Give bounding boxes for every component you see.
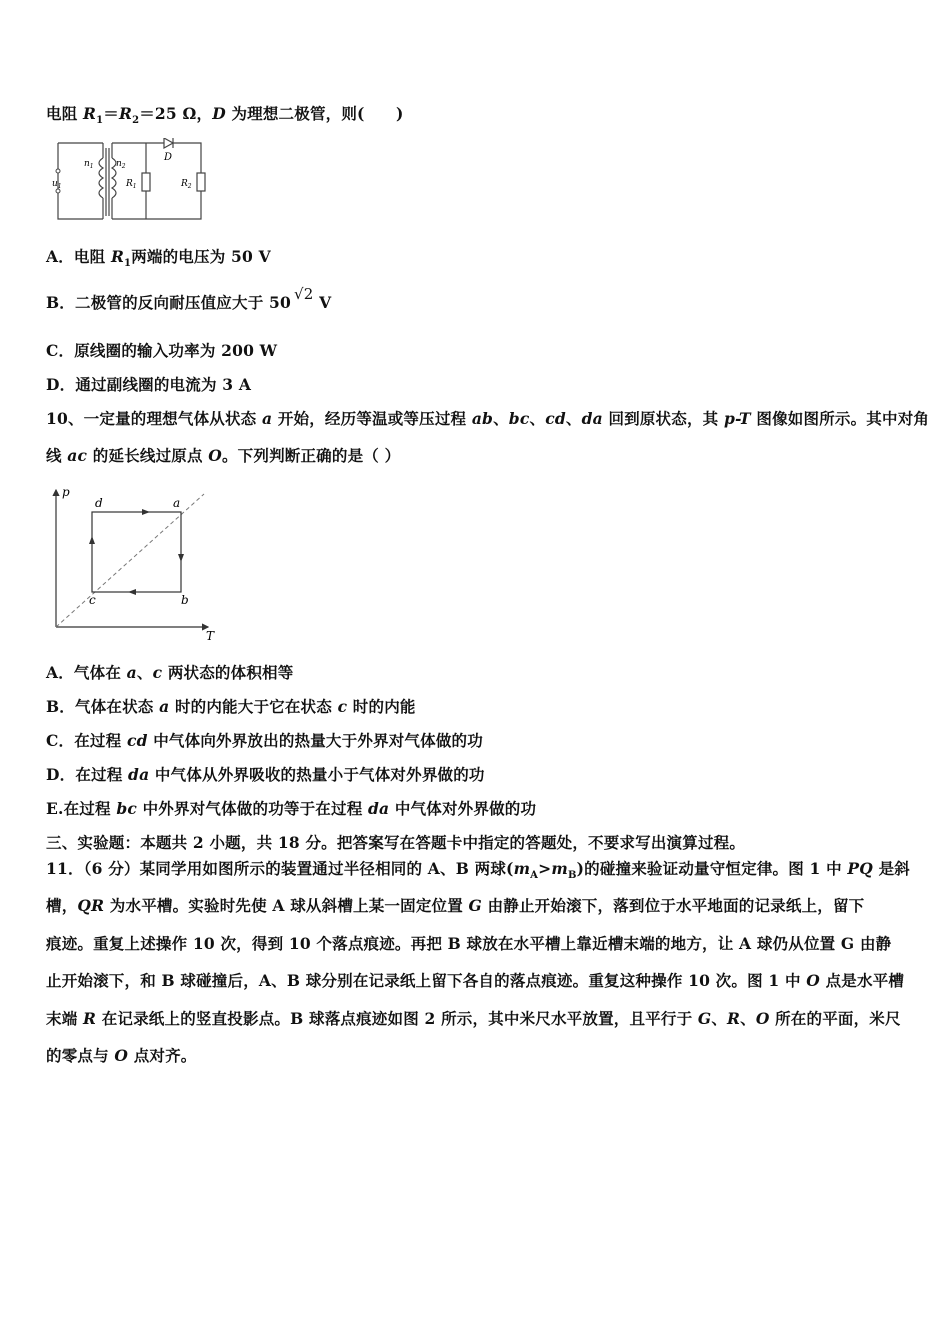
q10-option-b — [46, 695, 416, 717]
text: 槽， — [46, 896, 78, 915]
var: O — [806, 971, 820, 990]
label-r1: R — [126, 179, 133, 189]
text: 11．（6 分）某同学用如图所示的装置通过半径相同的 A、B 两球( — [46, 859, 514, 878]
arrow-bc — [128, 589, 136, 595]
text: )的碰撞来验证动量守恒定律。图 1 中 — [576, 859, 848, 878]
sub: 1 — [96, 115, 104, 127]
var: a — [261, 409, 273, 428]
text: 两状态的体积相等 — [162, 663, 294, 682]
svg-text:u1 — [52, 179, 62, 190]
text: 中外界对气体做的功等于在过程 — [137, 799, 368, 818]
label-t: T — [206, 629, 215, 643]
var: O — [755, 1009, 770, 1028]
var: p-T — [723, 409, 751, 428]
label-n1: n — [84, 159, 90, 169]
text: 、 — [711, 1009, 728, 1028]
var-r1: R — [83, 104, 97, 123]
text: 所在的平面，米尺 — [769, 1009, 901, 1028]
text: V — [313, 293, 332, 312]
label-d: D — [164, 152, 173, 163]
var-r2: R — [118, 104, 133, 123]
text: 为水平槽。实验时先使 A 球从斜槽上某一固定位置 — [104, 896, 469, 915]
text: 时的内能大于它在状态 — [169, 697, 338, 716]
var: a — [159, 697, 170, 716]
var: bc — [508, 409, 530, 428]
var: R — [83, 1009, 97, 1028]
label-d: d — [95, 496, 103, 510]
text: B．二极管的反向耐压值应大于 50 — [46, 293, 291, 312]
var: G — [697, 1009, 712, 1028]
var: m — [551, 859, 568, 878]
text: A．气体在 — [46, 663, 127, 682]
text: 中气体向外界放出的热量大于外界对气体做的功 — [147, 731, 483, 750]
q11-line1 — [46, 857, 910, 881]
q11-line2 — [46, 894, 864, 916]
text: ＝25 Ω， — [139, 104, 213, 123]
sub: 1 — [57, 183, 62, 190]
text: 是斜 — [872, 859, 910, 878]
var: cd — [126, 731, 148, 750]
var: ab — [471, 409, 494, 428]
sub: 1 — [89, 163, 94, 170]
text: E.在过程 — [46, 799, 117, 818]
sub: 2 — [187, 183, 192, 190]
sub: 1 — [124, 258, 132, 270]
q9-option-b — [46, 285, 332, 313]
text: D．在过程 — [46, 765, 129, 784]
text: 止开始滚下，和 B 球碰撞后，A、B 球分别在记录纸上留下各自的落点痕迹。重复这种操作 10 次。图 1 中 — [46, 971, 807, 990]
var: ac — [67, 446, 88, 465]
label-p: p — [62, 485, 70, 499]
text: 的零点与 — [46, 1046, 115, 1065]
sqrt-symbol: √2 — [293, 285, 314, 303]
var: O — [208, 446, 222, 465]
text: 两端的电压为 50 V — [131, 247, 271, 266]
p-t-graph — [46, 482, 226, 644]
text: 图像如图所示。其中对角 — [750, 409, 930, 428]
arrow-cd — [89, 536, 95, 544]
arrow-ab — [178, 554, 184, 562]
text: 时的内能 — [347, 697, 416, 716]
text: 为理想二极管，则( ) — [225, 104, 404, 123]
var-d: D — [212, 104, 226, 123]
var: cd — [545, 409, 566, 428]
text: > — [538, 859, 552, 878]
sub: A — [530, 870, 539, 882]
var: G — [468, 896, 482, 915]
text: 回到原状态，其 — [602, 409, 724, 428]
q11-line3: 痕迹。重复上述操作 10 次，得到 10 个落点痕迹。再把 B 球放在水平槽上靠近槽末端的地方，让 A 球仍从位置 G 由静 — [46, 934, 892, 953]
var: c — [337, 697, 348, 716]
sub: 1 — [132, 183, 137, 190]
text: 、 — [565, 409, 582, 428]
text: 。下列判断正确的是（ ） — [221, 446, 401, 465]
text: 、 — [136, 663, 153, 682]
text: 电阻 — [46, 104, 83, 123]
q10-option-c — [46, 729, 483, 751]
q10-stem-line2 — [46, 444, 400, 466]
label-r2: R — [181, 179, 188, 189]
sub: B — [567, 870, 577, 882]
text: 、 — [529, 409, 546, 428]
var: PQ — [847, 859, 873, 878]
text: 的延长线过原点 — [87, 446, 209, 465]
q9-option-d: D．通过副线圈的电流为 3 A — [46, 375, 252, 394]
text: 末端 — [46, 1009, 83, 1028]
var: da — [368, 799, 390, 818]
text: 在记录纸上的竖直投影点。B 球落点痕迹如图 2 所示，其中米尺水平放置，且平行于 — [96, 1009, 698, 1028]
transformer-circuit-diagram — [48, 138, 218, 224]
q10-option-e — [46, 797, 536, 819]
svg-text:n2 — [116, 159, 126, 170]
text: B．气体在状态 — [46, 697, 160, 716]
label-n2: n — [116, 159, 122, 169]
var: a — [126, 663, 137, 682]
sub: 2 — [121, 163, 126, 170]
var: R — [727, 1009, 741, 1028]
q9-option-c: C．原线圈的输入功率为 200 W — [46, 341, 278, 360]
sub: 2 — [132, 115, 140, 127]
text: 中气体从外界吸收的热量小于气体对外界做的功 — [149, 765, 485, 784]
section-3-heading: 三、实验题：本题共 2 小题，共 18 分。把答案写在答题卡中指定的答题处，不要求写出演算过程。 — [46, 833, 746, 852]
var: m — [513, 859, 531, 878]
arrow-da — [142, 509, 150, 515]
text: 线 — [46, 446, 68, 465]
text: A．电阻 — [46, 247, 111, 266]
q10-stem-line1 — [46, 407, 929, 429]
var: da — [128, 765, 150, 784]
cycle-rectangle — [92, 512, 181, 592]
text: 中气体对外界做的功 — [389, 799, 537, 818]
var: QR — [77, 896, 105, 915]
q9-option-a — [46, 245, 271, 269]
text: 由静止开始滚下，落到位于水平地面的记录纸上，留下 — [481, 896, 865, 915]
q10-option-d — [46, 763, 485, 785]
label-u1: u — [52, 179, 58, 189]
q9-intro — [46, 102, 404, 126]
label-b: b — [181, 593, 189, 607]
var: R — [110, 247, 125, 266]
text: 点是水平槽 — [819, 971, 905, 990]
text: ＝ — [103, 104, 119, 123]
var: O — [114, 1046, 129, 1065]
q11-line6 — [46, 1044, 197, 1066]
svg-text:R1 — [125, 179, 137, 190]
q11-line4 — [46, 969, 904, 991]
text: C．在过程 — [46, 731, 127, 750]
label-a: a — [173, 496, 181, 510]
text: 开始，经历等温或等压过程 — [272, 409, 472, 428]
label-c: c — [89, 593, 96, 607]
var: bc — [116, 799, 137, 818]
svg-text:R2 — [180, 179, 192, 190]
text: 、 — [493, 409, 509, 428]
var: c — [152, 663, 163, 682]
text: 、 — [740, 1009, 756, 1028]
text: 点对齐。 — [128, 1046, 197, 1065]
var: da — [581, 409, 603, 428]
diagonal-line — [56, 494, 204, 627]
q11-line5 — [46, 1007, 901, 1029]
text: 10、一定量的理想气体从状态 — [46, 409, 262, 428]
q10-option-a — [46, 661, 293, 683]
svg-text:n1 — [84, 159, 94, 170]
